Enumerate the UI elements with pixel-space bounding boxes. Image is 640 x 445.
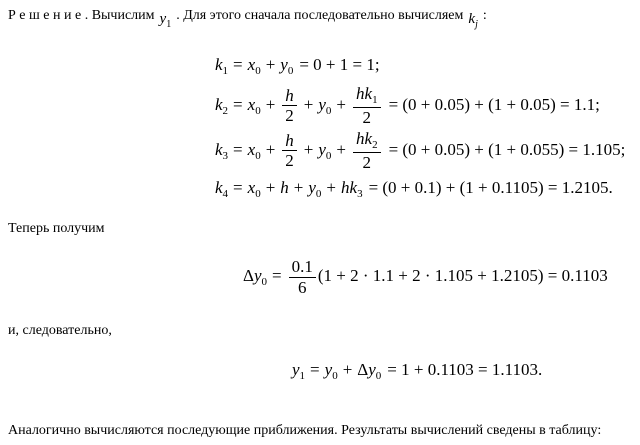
subscript: 2 bbox=[222, 104, 229, 117]
var-k2: $k_2$ bbox=[215, 94, 229, 117]
equation-k1 bbox=[215, 55, 625, 77]
subscript: 0 bbox=[332, 370, 338, 382]
fraction-hk2-over-2: $\frac{hk_2}{2}$ bbox=[353, 129, 381, 172]
var-h: h bbox=[280, 178, 289, 198]
fraction-h-over-2: $\frac{h}{2}$ bbox=[282, 86, 297, 126]
operator: = bbox=[310, 360, 320, 379]
intro-text-3: : bbox=[482, 8, 487, 23]
operator: + bbox=[336, 139, 347, 159]
closing-paragraph: Аналогично вычисляются последующие приближения. Результаты вычислений сведены в таблицу: bbox=[8, 423, 602, 438]
var-x0: $x_0$ bbox=[247, 94, 261, 117]
subscript: 0 bbox=[315, 188, 322, 201]
operator: + bbox=[293, 178, 304, 198]
equation-y1 bbox=[292, 360, 542, 382]
var-y0: $y_0$ bbox=[318, 139, 332, 162]
var-delta-y0: $\Delta y_0$ bbox=[357, 360, 382, 382]
subscript: 1 bbox=[372, 94, 378, 106]
inline-math-y1 bbox=[160, 10, 172, 31]
subscript: j bbox=[475, 19, 478, 30]
subscript: 0 bbox=[261, 275, 267, 288]
subscript: 3 bbox=[357, 188, 363, 201]
operator: + bbox=[303, 94, 314, 114]
equation-result: = 1 + 0.1103 = 1.1103. bbox=[387, 360, 543, 379]
var-x0: $x_0$ bbox=[247, 139, 261, 162]
operator: = bbox=[233, 139, 243, 159]
subscript: 1 bbox=[166, 19, 172, 30]
subscript: 2 bbox=[372, 139, 378, 152]
equation-result: = (0 + 0.05) + (1 + 0.055) = 1.105; bbox=[388, 139, 626, 159]
operator: + bbox=[342, 360, 353, 379]
var-hk3: $hk_3$ bbox=[341, 178, 363, 201]
equation-k3 bbox=[215, 129, 625, 172]
operator: + bbox=[265, 94, 276, 114]
operator: + bbox=[336, 94, 347, 114]
equation-delta-y0 bbox=[243, 257, 608, 297]
inline-math-kj bbox=[468, 10, 477, 31]
subscript: 3 bbox=[222, 149, 229, 162]
var-y0: $y_0$ bbox=[318, 94, 332, 117]
var-x0: $x_0$ bbox=[247, 55, 261, 77]
operator: + bbox=[265, 55, 276, 74]
var-x0: $x_0$ bbox=[247, 178, 261, 201]
delta-symbol: Δ bbox=[243, 265, 254, 285]
equation-result: = (0 + 0.05) + (1 + 0.05) = 1.1; bbox=[388, 94, 600, 114]
intro-text-1: Р е ш е н и е . Вычислим bbox=[8, 8, 155, 23]
var-delta-y0: $\Delta y_0$ bbox=[243, 265, 267, 288]
operator: = bbox=[233, 94, 243, 114]
now-obtain-paragraph: Теперь получим bbox=[8, 221, 105, 236]
equation-result: = (0 + 0.1) + (1 + 0.1105) = 1.2105. bbox=[368, 178, 613, 198]
var-y: y bbox=[159, 11, 167, 27]
equation-result: (1 + 2 · 1.1 + 2 · 1.105 + 1.2105) = 0.1103 bbox=[317, 265, 608, 285]
var-k: k bbox=[468, 11, 476, 27]
operator: = bbox=[233, 55, 243, 74]
equation-result: = 0 + 1 = 1; bbox=[299, 55, 380, 74]
subscript: 0 bbox=[255, 104, 261, 117]
delta-symbol: Δ bbox=[357, 360, 369, 379]
operator: = bbox=[271, 265, 282, 285]
var-y0: $y_0$ bbox=[280, 55, 294, 77]
subscript: 0 bbox=[375, 370, 382, 382]
subscript: 0 bbox=[325, 149, 332, 162]
k-equations-block bbox=[215, 55, 625, 200]
operator: + bbox=[303, 139, 314, 159]
var-k1: $k_1$ bbox=[215, 55, 229, 77]
subscript: 0 bbox=[255, 65, 261, 77]
consequently-paragraph: и, следовательно, bbox=[8, 323, 112, 338]
subscript: 4 bbox=[222, 188, 229, 201]
var-k4: $k_4$ bbox=[215, 178, 229, 201]
fraction-h-over-2: $\frac{h}{2}$ bbox=[282, 131, 297, 171]
var-y1: $y_1$ bbox=[292, 360, 306, 382]
subscript: 1 bbox=[222, 65, 229, 77]
operator: = bbox=[233, 178, 243, 198]
var-y0: $y_0$ bbox=[324, 360, 338, 382]
var-k3: $k_3$ bbox=[215, 139, 229, 162]
intro-text-2: . Для этого сначала последовательно вычисляем bbox=[176, 8, 464, 23]
intro-paragraph bbox=[8, 6, 636, 30]
var-y0: $y_0$ bbox=[308, 178, 322, 201]
fraction-hk1-over-2: $\frac{hk_1}{2}$ bbox=[353, 84, 381, 127]
subscript: 1 bbox=[299, 370, 306, 382]
subscript: 0 bbox=[255, 149, 261, 162]
equation-k4 bbox=[215, 178, 625, 200]
subscript: 0 bbox=[287, 65, 294, 77]
subscript: 0 bbox=[255, 188, 261, 201]
operator: + bbox=[326, 178, 337, 198]
subscript: 0 bbox=[325, 104, 332, 117]
operator: + bbox=[265, 178, 276, 198]
fraction-01-over-6: $\frac{0.1}{6}$ bbox=[289, 257, 316, 297]
equation-k2 bbox=[215, 84, 625, 127]
operator: + bbox=[265, 139, 276, 159]
